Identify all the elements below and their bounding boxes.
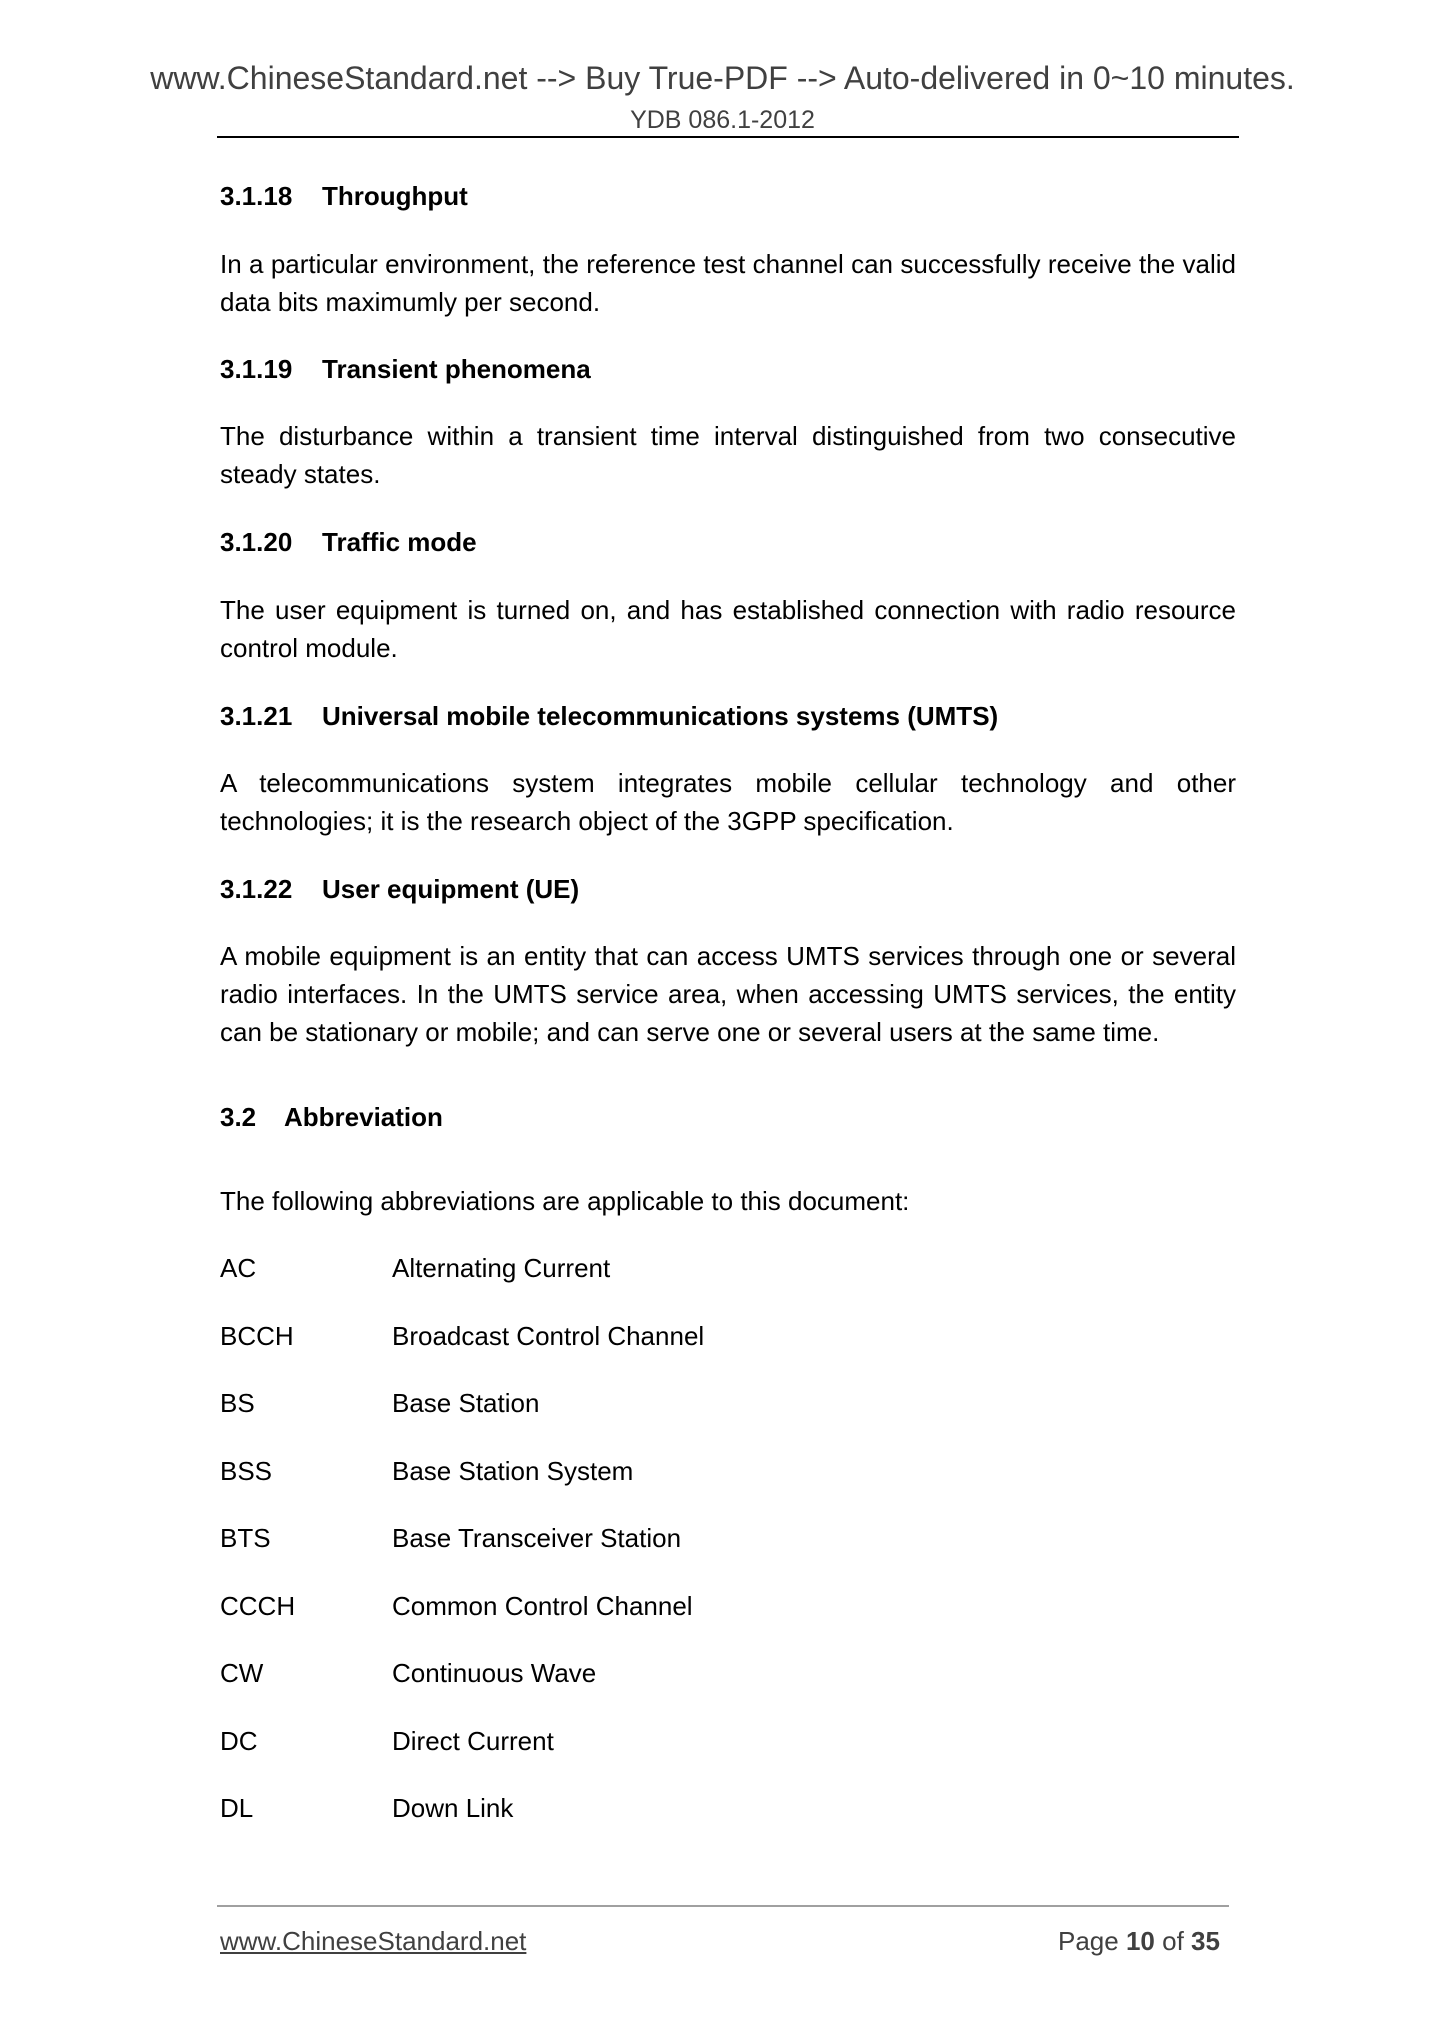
- abbreviation-intro: The following abbreviations are applicable to this document:: [220, 1186, 910, 1216]
- section-heading: [220, 699, 998, 733]
- section-title: Throughput: [322, 181, 468, 211]
- section-title: Transient phenomena: [322, 354, 591, 384]
- section-title: User equipment (UE): [322, 874, 580, 904]
- page-indicator: [1058, 1925, 1220, 1957]
- abbreviation-term: BS: [220, 1388, 255, 1418]
- abbreviation-heading: [220, 1100, 443, 1134]
- header-divider: [217, 136, 1239, 138]
- abbreviation-term: DL: [220, 1793, 254, 1823]
- section-paragraph: In a particular environment, the reference test channel can successfully receive the valid data bits maximumly per second.: [220, 249, 1236, 317]
- footer-divider: [217, 1905, 1229, 1907]
- section-paragraph: The user equipment is turned on, and has established connection with radio resource control module.: [220, 595, 1236, 663]
- section-number: 3.1.19: [220, 354, 293, 384]
- section-title: Traffic mode: [322, 527, 477, 557]
- abbreviation-term: AC: [220, 1253, 257, 1283]
- abbreviation-definition: Direct Current: [392, 1725, 554, 1756]
- section-heading: [220, 525, 477, 559]
- page-label: Page: [1058, 1926, 1119, 1956]
- section-number: 3.2: [220, 1102, 257, 1132]
- abbreviation-term: DC: [220, 1725, 258, 1756]
- section-paragraph: A mobile equipment is an entity that can access UMTS services through one or several radio interfaces. In the UMTS service area, when accessing UMTS services, the entity can be stationary or mobile; and can serve one or several users at the same time.: [220, 941, 1236, 1047]
- standard-code: YDB 086.1-2012: [630, 106, 815, 134]
- abbreviation-term: BCCH: [220, 1320, 294, 1351]
- section-title: Universal mobile telecommunications systems (UMTS): [322, 701, 999, 731]
- section-paragraph: A telecommunications system integrates mobile cellular technology and other technologies; it is the research object of the 3GPP specification.: [220, 768, 1236, 836]
- section-number: 3.1.21: [220, 701, 293, 731]
- section-number: 3.1.22: [220, 874, 293, 904]
- current-page: 10: [1125, 1926, 1155, 1956]
- section-heading: [220, 179, 468, 213]
- abbreviation-term: BSS: [220, 1455, 273, 1486]
- page-of-label: of: [1162, 1926, 1184, 1956]
- abbreviation-definition: Common Control Channel: [392, 1590, 693, 1621]
- footer-link[interactable]: www.ChineseStandard.net: [220, 1926, 527, 1956]
- abbreviation-definition: Base Station System: [392, 1455, 634, 1486]
- abbreviation-definition: Base Transceiver Station: [392, 1523, 682, 1553]
- header-banner: www.ChineseStandard.net --> Buy True-PDF --> Auto-delivered in 0~10 minutes.: [150, 60, 1295, 96]
- section-heading: [220, 352, 591, 386]
- abbreviation-term: BTS: [220, 1523, 271, 1553]
- abbreviation-term: CW: [220, 1658, 264, 1688]
- section-title: Abbreviation: [284, 1102, 443, 1132]
- total-pages: 35: [1191, 1926, 1220, 1956]
- section-number: 3.1.20: [220, 527, 293, 557]
- section-heading: [220, 872, 579, 906]
- abbreviation-term: CCCH: [220, 1590, 296, 1621]
- abbreviation-definition: Down Link: [392, 1793, 514, 1823]
- abbreviation-definition: Broadcast Control Channel: [392, 1320, 705, 1351]
- abbreviation-definition: Continuous Wave: [392, 1658, 597, 1688]
- section-number: 3.1.18: [220, 181, 293, 211]
- section-paragraph: The disturbance within a transient time interval distinguished from two consecutive steady states.: [220, 421, 1236, 489]
- abbreviation-definition: Base Station: [392, 1388, 540, 1418]
- abbreviation-definition: Alternating Current: [392, 1253, 611, 1283]
